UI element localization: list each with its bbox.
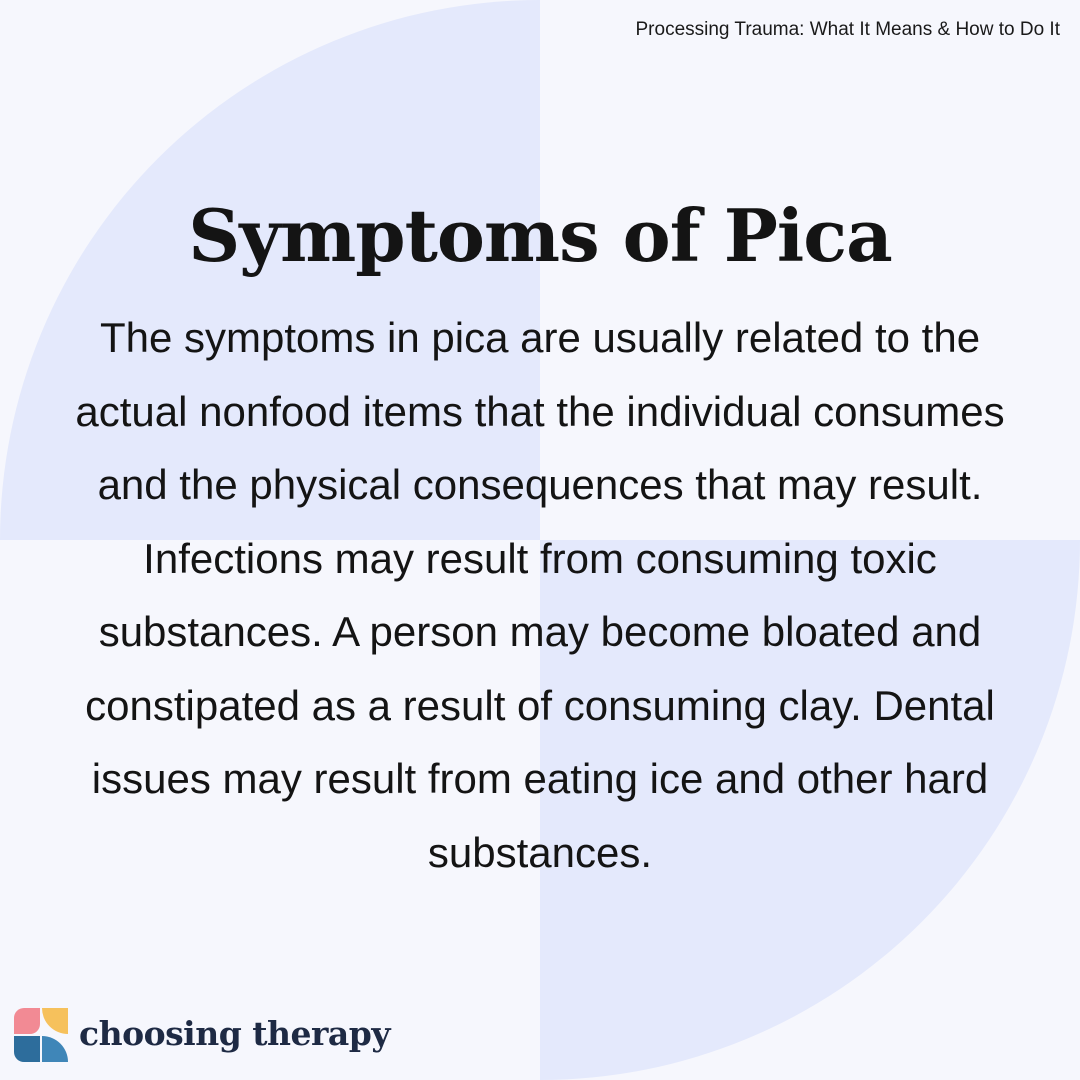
logo-pink-petal [14,1008,40,1034]
logo-blue-light-petal [42,1036,68,1062]
logo-blue-dark-petal [14,1036,40,1062]
brand-logo [14,1008,390,1062]
body-paragraph: The symptoms in pica are usually related to the actual nonfood items that the individual consumes and the physical consequences that may result. Infections may result from consuming toxic substances. A person may become bloated and constipated as a result of consuming clay. Dental issues may result from eating ice and other hard substances. [75,314,1005,876]
brand-name: choosing therapy [79,1013,391,1053]
page-title: Symptoms of Pica [188,193,892,278]
logo-yellow-petal [42,1008,68,1034]
choosing-therapy-logo-icon [14,1008,68,1062]
article-caption: Processing Trauma: What It Means & How to Do It [635,19,1060,40]
